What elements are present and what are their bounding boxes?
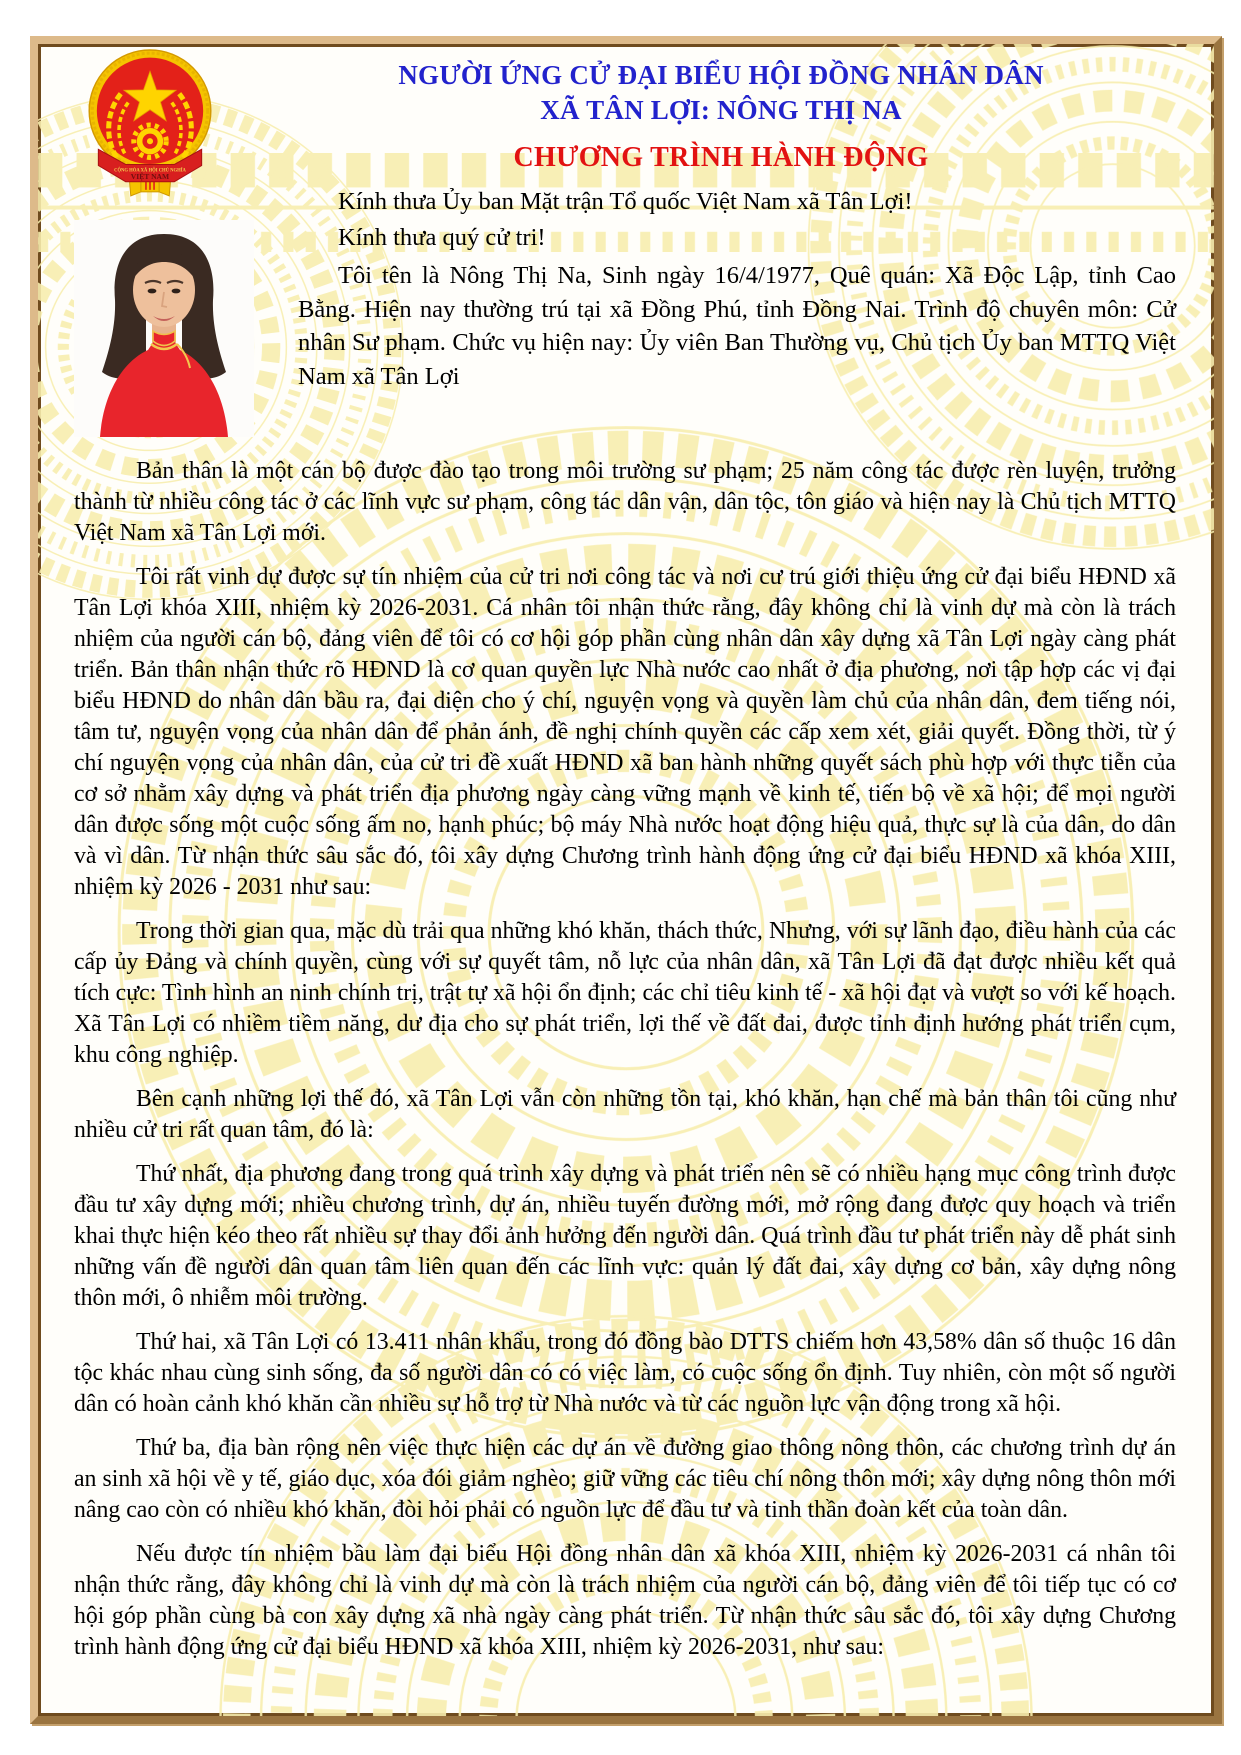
intro-section (298, 184, 1176, 393)
vietnam-national-emblem-icon (84, 46, 216, 204)
document-header (248, 58, 1194, 175)
paragraph-4: Bên cạnh những lợi thế đó, xã Tân Lợi vẫn còn những tồn tại, khó khăn, hạn chế mà bản thân tôi cũng như nhiều cử tri rất quan tâm, đó là: (74, 1086, 1176, 1143)
paragraph-1: Bản thân là một cán bộ được đào tạo trong môi trường sư phạm; 25 năm công tác được rèn luyện, trưởng thành từ nhiều công tác ở các lĩnh vực sư phạm, công tác dân vận, dân tộc, tôn giáo và hiện nay là Chủ tịch MTTQ Việt Nam xã Tân Lợi mới. (74, 458, 1176, 546)
paragraph-7: Thứ ba, địa bàn rộng nên việc thực hiện các dự án về đường giao thông nông thôn, các chương trình dự án an sinh xã hội về y tế, giáo dục, xóa đói giảm nghèo; giữ vững các tiêu chí nông thôn mới; xây dựng nông thôn mới nâng cao còn có nhiều khó khăn, đòi hỏi phải có nguồn lực để đầu tư và tinh thần đoàn kết của toàn dân. (74, 1435, 1176, 1523)
document-frame (30, 36, 1222, 1724)
salutation-1: Kính thưa Ủy ban Mặt trận Tổ quốc Việt Nam xã Tân Lợi! (338, 188, 913, 215)
paragraph-8: Nếu được tín nhiệm bầu làm đại biểu Hội đồng nhân dân xã khóa XIII, nhiệm kỳ 2026-2031 cá nhân tôi nhận thức rằng, đây không chỉ là vinh dự mà còn là trách nhiệm của người cán bộ, đảng viên để tôi tiếp tục có cơ hội góp phần cùng bà con xây dựng xã nhà ngày càng phát triển. Từ nhận thức sâu sắc đó, tôi xây dựng Chương trình hành động ứng cử đại biểu HĐND xã khóa XIII, nhiệm kỳ 2026-2031, như sau: (74, 1541, 1176, 1660)
paragraph-2: Tôi rất vinh dự được sự tín nhiệm của cử tri nơi công tác và nơi cư trú giới thiệu ứng cử đại biểu HĐND xã Tân Lợi khóa XIII, nhiệm kỳ 2026-2031. Cá nhân tôi nhận thức rằng, đây không chỉ là vinh dự mà còn là trách nhiệm của người cán bộ, đảng viên để tôi có cơ hội góp phần cùng nhân dân xây dựng xã Tân Lợi ngày càng phát triển. Bản thân nhận thức rõ HĐND là cơ quan quyền lực Nhà nước cao nhất ở địa phương, nơi tập hợp các vị đại biểu HĐND do nhân dân bầu ra, đại diện cho ý chí, nguyện vọng và quyền làm chủ của nhân dân, đem tiếng nói, tâm tư, nguyện vọng của nhân dân để phản ánh, đề nghị chính quyền các cấp xem xét, giải quyết. Đồng thời, từ ý chí nguyện vọng của nhân dân, của cử tri đề xuất HĐND xã ban hành những quyết sách phù hợp với thực tiễn của cơ sở nhằm xây dựng và phát triển địa phương ngày càng vững mạnh về kinh tế, tiến bộ về xã hội; để mọi người dân được sống một cuộc sống ấm no, hạnh phúc; bộ máy Nhà nước hoạt động hiệu quả, thực sự là của dân, do dân và vì dân. Từ nhận thức sâu sắc đó, tôi xây dựng Chương trình hành động ứng cử đại biểu HĐND xã khóa XIII, nhiệm kỳ 2026 - 2031 như sau: (74, 564, 1176, 900)
candidate-bio: Tôi tên là Nông Thị Na, Sinh ngày 16/4/1977, Quê quán: Xã Độc Lập, tỉnh Cao Bằng. Hiện nay thường trú tại xã Đồng Phú, tỉnh Đồng Nai. Trình độ chuyên môn: Cử nhân Sư phạm. Chức vụ hiện nay: Ủy viên Ban Thường vụ, Chủ tịch Ủy ban MTTQ Việt Nam xã Tân Lợi (298, 262, 1176, 390)
paragraph-6: Thứ hai, xã Tân Lợi có 13.411 nhân khẩu, trong đó đồng bào DTTS chiếm hơn 43,58% dân số thuộc 16 dân tộc khác nhau cùng sinh sống, đa số người dân có có việc làm, có cuộc sống ổn định. Tuy nhiên, còn một số người dân có hoàn cảnh khó khăn cần nhiều sự hỗ trợ từ Nhà nước và từ các nguồn lực vận động trong xã hội. (74, 1329, 1176, 1417)
candidate-heading-line2: XÃ TÂN LỢI: NÔNG THỊ NA (540, 95, 902, 125)
salutation-2: Kính thưa quý cử tri! (338, 224, 546, 251)
candidate-heading-line1: NGƯỜI ỨNG CỬ ĐẠI BIỂU HỘI ĐỒNG NHÂN DÂN (398, 60, 1044, 90)
candidate-photo (74, 220, 254, 437)
paragraph-3: Trong thời gian qua, mặc dù trải qua những khó khăn, thách thức, Nhưng, với sự lãnh đạo, điều hành của các cấp ủy Đảng và chính quyền, cùng với sự quyết tâm, nỗ lực của nhân dân, xã Tân Lợi đã đạt được nhiều kết quả tích cực: Tình hình an ninh chính trị, trật tự xã hội ổn định; các chỉ tiêu kinh tế - xã hội đạt và vượt so với kế hoạch. Xã Tân Lợi có nhiềm tiềm năng, dư địa cho sự phát triển, lợi thế về đất đai, được tỉnh định hướng phát triển cụm, khu công nghiệp. (74, 918, 1176, 1068)
paragraph-5: Thứ nhất, địa phương đang trong quá trình xây dựng và phát triển nên sẽ có nhiều hạng mục công trình được đầu tư xây dựng mới; nhiều chương trình, dự án, nhiều tuyến đường mới, mở rộng đang được quy hoạch và triển khai thực hiện kéo theo rất nhiều sự thay đổi ảnh hưởng đến người dân. Quá trình đầu tư phát triển này dễ phát sinh những vấn đề người dân quan tâm liên quan đến các lĩnh vực: quản lý đất đai, xây dựng cơ bản, xây dựng nông thôn mới, ô nhiễm môi trường. (74, 1161, 1176, 1311)
body-text (74, 456, 1176, 1676)
program-title: CHƯƠNG TRÌNH HÀNH ĐỘNG (513, 142, 929, 173)
emblem-motto-line2: VIỆT NAM (130, 172, 170, 182)
emblem-motto-line1: CỘNG HÒA XÃ HỘI CHỦ NGHĨA (114, 168, 186, 174)
